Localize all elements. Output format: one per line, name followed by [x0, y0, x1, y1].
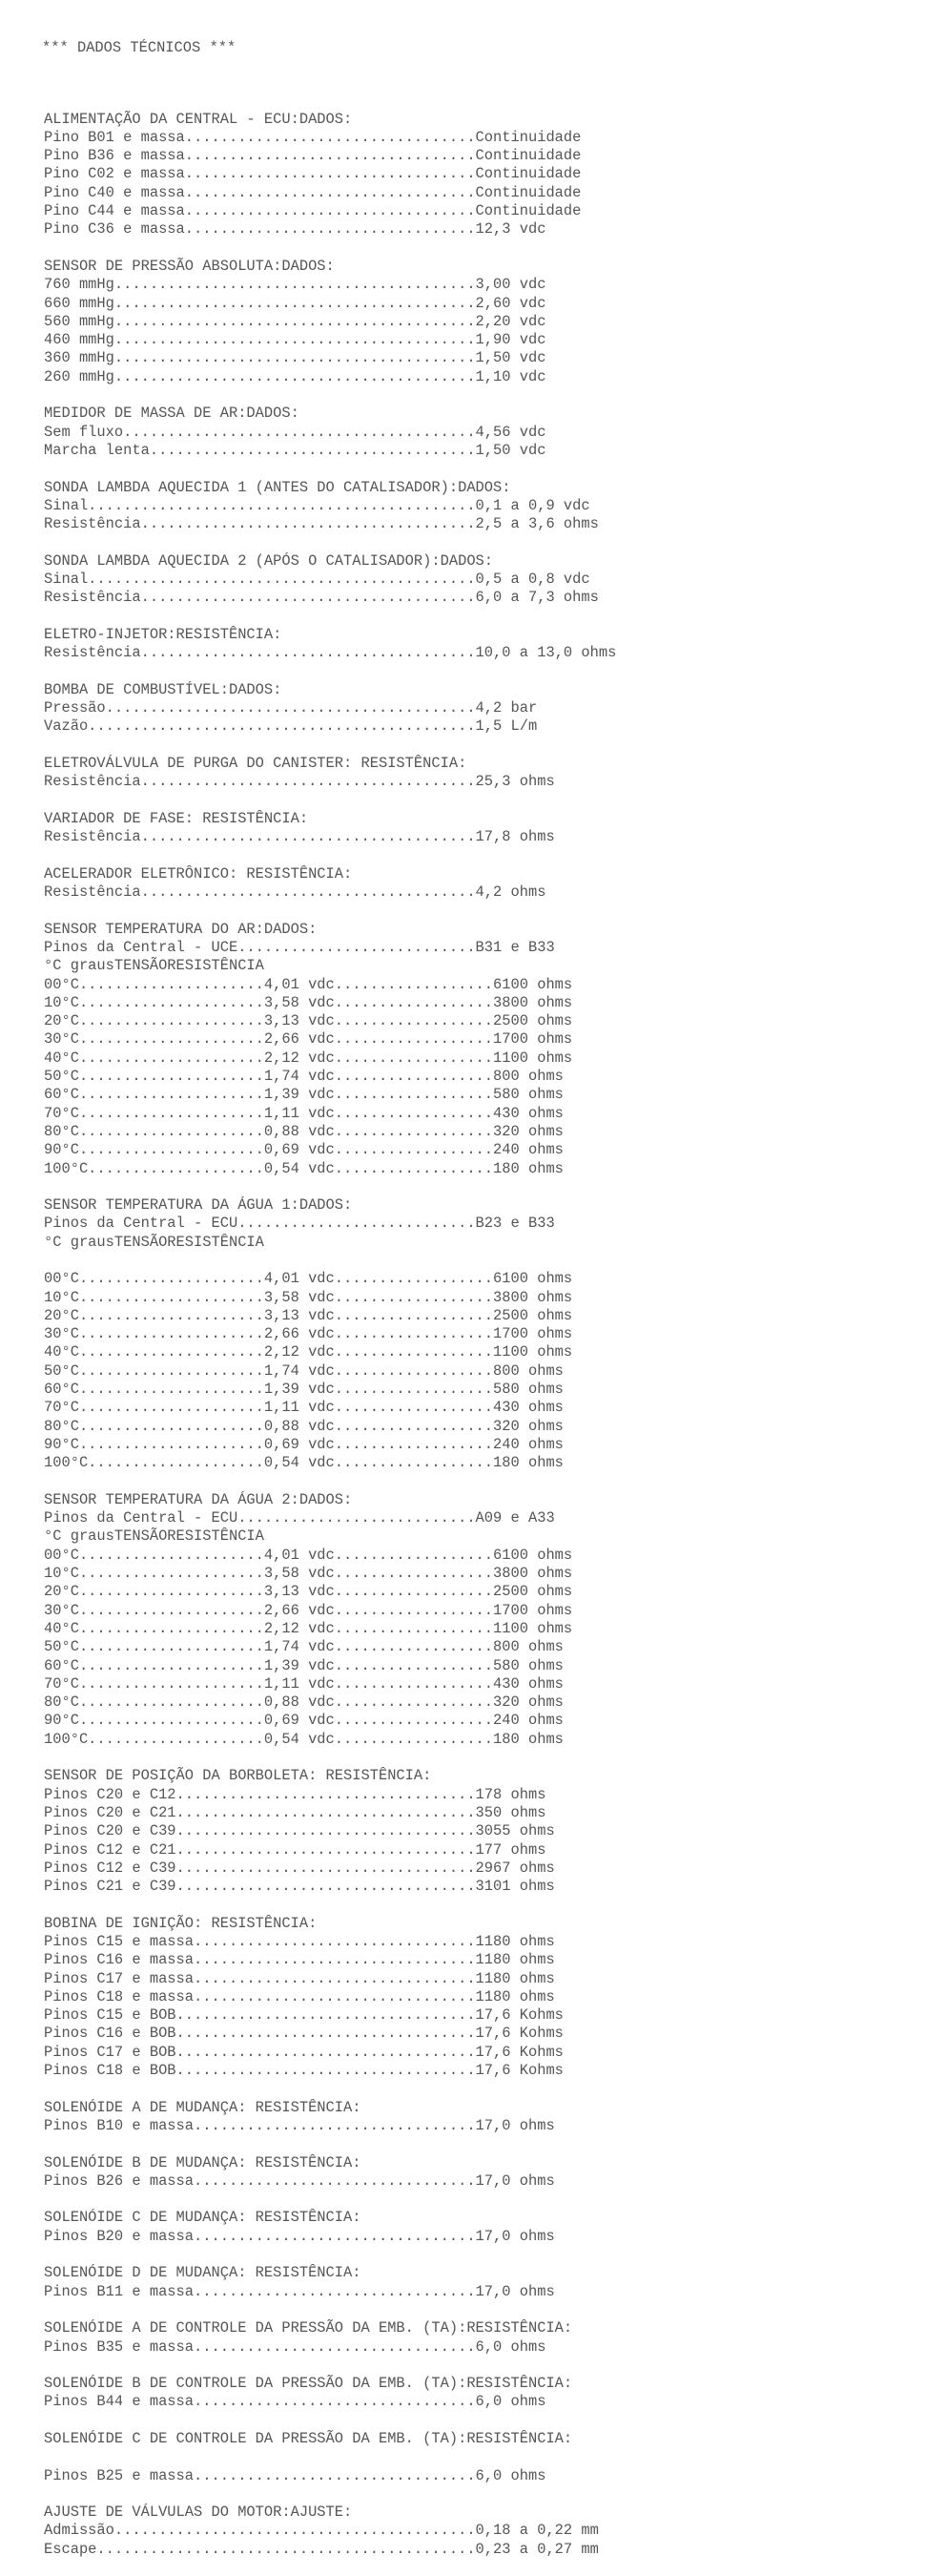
text-line: Resistência......................................2,5 a 3,6 ohms: [44, 515, 599, 533]
blank-line: [10, 1252, 939, 1270]
text-line: SONDA LAMBDA AQUECIDA 2 (APÓS O CATALISADOR):DADOS:: [44, 551, 494, 570]
text-line: Resistência......................................10,0 a 13,0 ohms: [44, 644, 617, 662]
text-line: 360 mmHg.........................................1,50 vdc: [44, 349, 546, 367]
blank-line: [10, 2412, 939, 2430]
text-line: 00°C.....................4,01 vdc..................6100 ohms: [44, 975, 573, 993]
text-line: 00°C.....................4,01 vdc..................6100 ohms: [44, 1546, 573, 1564]
text-line: 70°C.....................1,11 vdc..................430 ohms: [44, 1674, 564, 1693]
text-line: Pinos C12 e C39..................................2967 ohms: [44, 1859, 555, 1877]
text-line: °C grausTENSÃORESISTÊNCIA: [44, 957, 264, 975]
document-lines: [10, 92, 939, 2559]
text-line: SOLENÓIDE C DE MUDANÇA: RESISTÊNCIA:: [44, 2209, 361, 2227]
text-line: °C grausTENSÃORESISTÊNCIA: [44, 1233, 264, 1251]
text-line: Pinos B25 e massa................................6,0 ohms: [44, 2466, 546, 2484]
text-line: Resistência......................................25,3 ohms: [44, 773, 555, 791]
blank-line: [10, 737, 939, 755]
text-line: 260 mmHg.........................................1,10 vdc: [44, 367, 546, 385]
text-line: 60°C.....................1,39 vdc..................580 ohms: [44, 1656, 564, 1674]
text-line: 40°C.....................2,12 vdc..................1100 ohms: [44, 1049, 573, 1067]
text-line: Sinal............................................0,1 a 0,9 vdc: [44, 496, 590, 514]
text-line: Pinos C16 e massa................................1180 ohms: [44, 1951, 555, 1969]
blank-line: [10, 792, 939, 810]
text-line: 40°C.....................2,12 vdc..................1100 ohms: [44, 1619, 573, 1637]
text-line: 760 mmHg.........................................3,00 vdc: [44, 276, 546, 294]
text-line: Pinos C18 e BOB..................................17,6 Kohms: [44, 2062, 564, 2080]
text-line: 40°C.....................2,12 vdc..................1100 ohms: [44, 1343, 573, 1361]
text-line: Sem fluxo........................................4,56 vdc: [44, 423, 546, 441]
text-line: Pinos B26 e massa................................17,0 ohms: [44, 2171, 555, 2190]
blank-line: [10, 1896, 939, 1914]
text-line: 20°C.....................3,13 vdc..................2500 ohms: [44, 1583, 573, 1601]
text-line: Pinos B10 e massa................................17,0 ohms: [44, 2116, 555, 2134]
text-line: Vazão............................................1,5 L/m: [44, 717, 538, 736]
blank-line: [10, 902, 939, 920]
text-line: SOLENÓIDE A DE CONTROLE DA PRESSÃO DA EMB. (TA):RESISTÊNCIA:: [44, 2319, 573, 2337]
text-line: Pinos B44 e massa................................6,0 ohms: [44, 2393, 546, 2411]
text-line: 50°C.....................1,74 vdc..................800 ohms: [44, 1068, 564, 1086]
text-line: 10°C.....................3,58 vdc..................3800 ohms: [44, 1288, 573, 1306]
text-line: Pino C02 e massa.................................Continuidade: [44, 165, 582, 183]
text-line: AJUSTE DE VÁLVULAS DO MOTOR:AJUSTE:: [44, 2503, 353, 2522]
text-line: 10°C.....................3,58 vdc..................3800 ohms: [44, 993, 573, 1011]
blank-line: [10, 2301, 939, 2319]
text-line: 20°C.....................3,13 vdc..................2500 ohms: [44, 1306, 573, 1324]
text-line: 90°C.....................0,69 vdc..................240 ohms: [44, 1435, 564, 1453]
text-line: Pinos C20 e C21..................................350 ohms: [44, 1803, 546, 1821]
text-line: 460 mmHg.........................................1,90 vdc: [44, 331, 546, 349]
text-line: Pinos da Central - UCE...........................B31 e B33: [44, 938, 555, 956]
text-line: Pinos B20 e massa................................17,0 ohms: [44, 2227, 555, 2245]
text-line: Pinos da Central - ECU...........................A09 e A33: [44, 1509, 555, 1527]
text-line: Pinos C12 e C21..................................177 ohms: [44, 1840, 546, 1859]
text-line: 80°C.....................0,88 vdc..................320 ohms: [44, 1417, 564, 1435]
text-line: 70°C.....................1,11 vdc..................430 ohms: [44, 1399, 564, 1417]
blank-line: [10, 608, 939, 626]
blank-line: [10, 2448, 939, 2466]
text-line: Pinos C20 e C39..................................3055 ohms: [44, 1822, 555, 1840]
text-line: SENSOR TEMPERATURA DA ÁGUA 1:DADOS:: [44, 1196, 353, 1215]
text-line: BOBINA DE IGNIÇÃO: RESISTÊNCIA:: [44, 1914, 318, 1932]
text-line: 60°C.....................1,39 vdc..................580 ohms: [44, 1381, 564, 1399]
text-line: Pinos C16 e BOB..................................17,6 Kohms: [44, 2025, 564, 2043]
text-line: SONDA LAMBDA AQUECIDA 1 (ANTES DO CATALISADOR):DADOS:: [44, 478, 511, 496]
blank-line: [10, 386, 939, 405]
blank-line: [10, 1178, 939, 1196]
text-line: Pinos da Central - ECU...........................B23 e B33: [44, 1215, 555, 1233]
text-line: 10°C.....................3,58 vdc..................3800 ohms: [44, 1565, 573, 1583]
text-line: ACELERADOR ELETRÔNICO: RESISTÊNCIA:: [44, 864, 353, 883]
text-line: Escape...........................................0,23 a 0,27 mm: [44, 2540, 599, 2558]
blank-line: [10, 2485, 939, 2503]
text-line: ELETRO-INJETOR:RESISTÊNCIA:: [44, 625, 282, 643]
text-line: 100°C....................0,54 vdc..................180 ohms: [44, 1730, 564, 1748]
text-line: Resistência......................................6,0 a 7,3 ohms: [44, 589, 599, 607]
text-line: MEDIDOR DE MASSA DE AR:DADOS:: [44, 405, 299, 423]
document-title: *** DADOS TÉCNICOS ***: [42, 39, 236, 56]
text-line: ALIMENTAÇÃO DA CENTRAL - ECU:DADOS:: [44, 110, 353, 128]
text-line: Resistência......................................17,8 ohms: [44, 828, 555, 846]
blank-line: [10, 460, 939, 478]
blank-line: [10, 2080, 939, 2098]
text-line: SENSOR TEMPERATURA DA ÁGUA 2:DADOS:: [44, 1490, 353, 1508]
text-line: °C grausTENSÃORESISTÊNCIA: [44, 1527, 264, 1546]
text-line: Pinos C15 e BOB..................................17,6 Kohms: [44, 2006, 564, 2025]
text-line: BOMBA DE COMBUSTÍVEL:DADOS:: [44, 680, 282, 698]
text-line: 90°C.....................0,69 vdc..................240 ohms: [44, 1141, 564, 1159]
text-line: 660 mmHg.........................................2,60 vdc: [44, 294, 546, 312]
text-line: VARIADOR DE FASE: RESISTÊNCIA:: [44, 809, 309, 827]
text-line: Admissão.........................................0,18 a 0,22 mm: [44, 2522, 599, 2540]
blank-line: [10, 846, 939, 864]
text-line: Pino C40 e massa.................................Continuidade: [44, 183, 582, 201]
text-line: 30°C.....................2,66 vdc..................1700 ohms: [44, 1325, 573, 1343]
text-line: 50°C.....................1,74 vdc..................800 ohms: [44, 1361, 564, 1380]
text-line: SENSOR DE PRESSÃO ABSOLUTA:DADOS:: [44, 257, 335, 275]
text-line: Resistência......................................4,2 ohms: [44, 883, 546, 902]
text-line: Pinos B35 e massa................................6,0 ohms: [44, 2337, 546, 2356]
text-line: 30°C.....................2,66 vdc..................1700 ohms: [44, 1030, 573, 1049]
technical-data-document: [10, 5, 939, 2576]
text-line: 60°C.....................1,39 vdc..................580 ohms: [44, 1086, 564, 1104]
text-line: Pinos C21 e C39..................................3101 ohms: [44, 1878, 555, 1896]
text-line: 30°C.....................2,66 vdc..................1700 ohms: [44, 1601, 573, 1619]
text-line: ELETROVÁLVULA DE PURGA DO CANISTER: RESISTÊNCIA:: [44, 754, 467, 772]
blank-line: [10, 2135, 939, 2153]
text-line: Pinos C20 e C12..................................178 ohms: [44, 1785, 546, 1803]
text-line: SENSOR TEMPERATURA DO AR:DADOS:: [44, 920, 318, 938]
blank-line: [10, 92, 939, 110]
text-line: SOLENÓIDE B DE MUDANÇA: RESISTÊNCIA:: [44, 2153, 361, 2171]
text-line: 100°C....................0,54 vdc..................180 ohms: [44, 1454, 564, 1472]
blank-line: [10, 1473, 939, 1491]
text-line: SOLENÓIDE B DE CONTROLE DA PRESSÃO DA EMB. (TA):RESISTÊNCIA:: [44, 2375, 573, 2393]
text-line: Marcha lenta.....................................1,50 vdc: [44, 441, 546, 459]
text-line: SOLENÓIDE D DE MUDANÇA: RESISTÊNCIA:: [44, 2264, 361, 2282]
text-line: Pino B36 e massa.................................Continuidade: [44, 147, 582, 165]
text-line: SOLENÓIDE C DE CONTROLE DA PRESSÃO DA EMB. (TA):RESISTÊNCIA:: [44, 2430, 573, 2447]
text-line: 20°C.....................3,13 vdc..................2500 ohms: [44, 1012, 573, 1030]
text-line: Pino B01 e massa.................................Continuidade: [44, 128, 582, 146]
text-line: 00°C.....................4,01 vdc..................6100 ohms: [44, 1270, 573, 1288]
blank-line: [10, 533, 939, 551]
text-line: Pinos C15 e massa................................1180 ohms: [44, 1932, 555, 1950]
blank-line: [10, 239, 939, 258]
text-line: SOLENÓIDE A DE MUDANÇA: RESISTÊNCIA:: [44, 2098, 361, 2116]
text-line: Pinos C18 e massa................................1180 ohms: [44, 1987, 555, 2005]
text-line: Pinos C17 e BOB..................................17,6 Kohms: [44, 2043, 564, 2061]
text-line: Pressão..........................................4,2 bar: [44, 699, 538, 717]
blank-line: [10, 1749, 939, 1767]
text-line: 70°C.....................1,11 vdc..................430 ohms: [44, 1104, 564, 1122]
text-line: SENSOR DE POSIÇÃO DA BORBOLETA: RESISTÊNCIA:: [44, 1767, 432, 1785]
blank-line: [10, 2357, 939, 2375]
text-line: Pino C36 e massa.................................12,3 vdc: [44, 220, 546, 239]
text-line: 50°C.....................1,74 vdc..................800 ohms: [44, 1638, 564, 1656]
text-line: Sinal............................................0,5 a 0,8 vdc: [44, 571, 590, 589]
text-line: 90°C.....................0,69 vdc..................240 ohms: [44, 1712, 564, 1730]
text-line: 560 mmHg.........................................2,20 vdc: [44, 312, 546, 330]
text-line: Pino C44 e massa.................................Continuidade: [44, 202, 582, 220]
text-line: Pinos C17 e massa................................1180 ohms: [44, 1969, 555, 1987]
text-line: 80°C.....................0,88 vdc..................320 ohms: [44, 1122, 564, 1140]
text-line: Pinos B11 e massa................................17,0 ohms: [44, 2282, 555, 2300]
text-line: 100°C....................0,54 vdc..................180 ohms: [44, 1159, 564, 1177]
text-line: 80°C.....................0,88 vdc..................320 ohms: [44, 1693, 564, 1712]
blank-line: [10, 2191, 939, 2209]
blank-line: [10, 2246, 939, 2264]
blank-line: [10, 663, 939, 681]
